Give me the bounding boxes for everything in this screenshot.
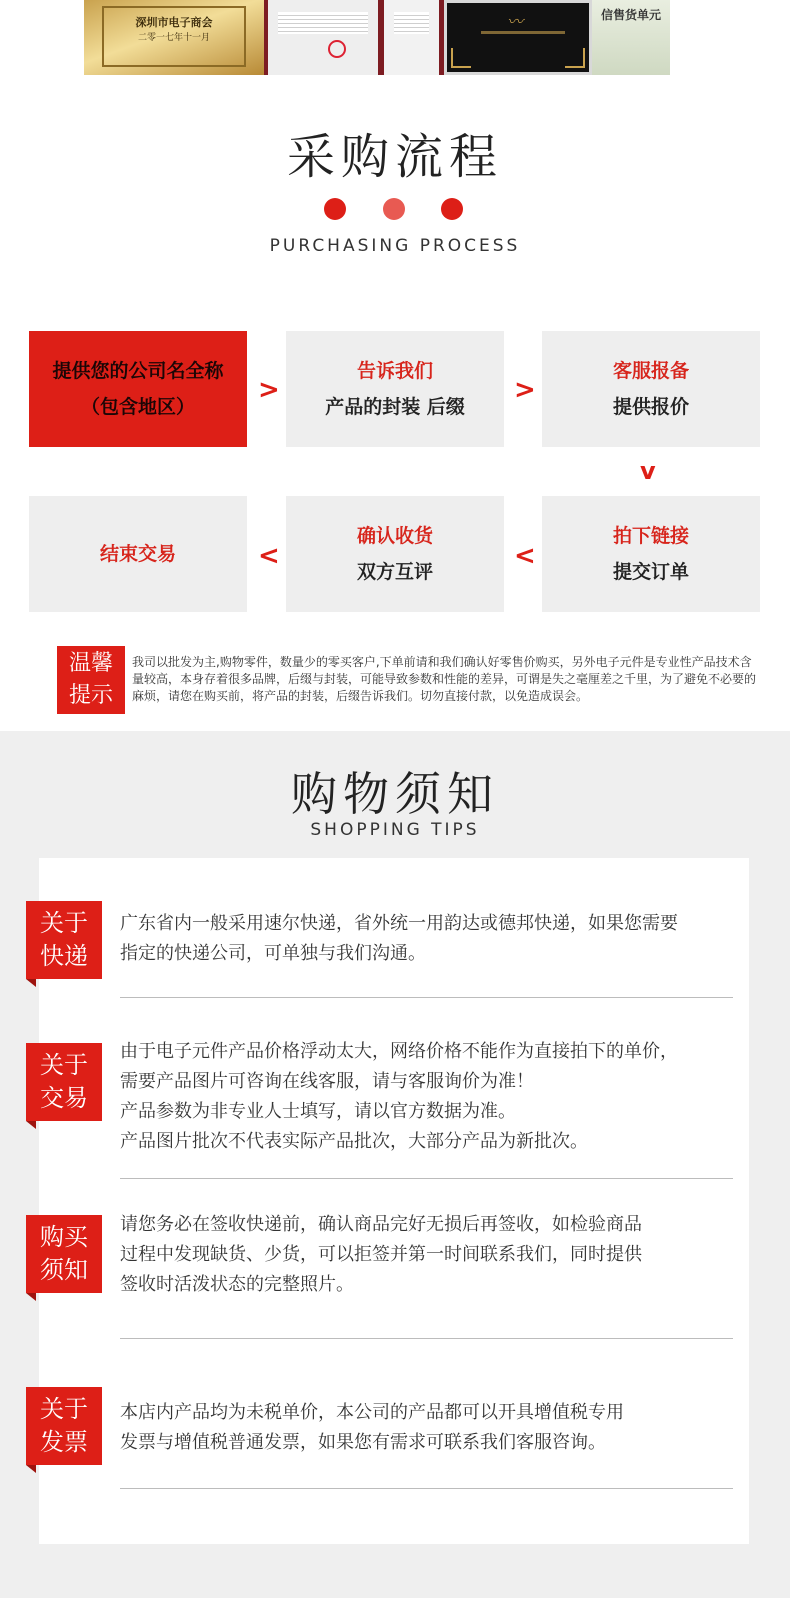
step-detail: 产品的封装 后缀 <box>325 396 465 418</box>
certificate-gold-title: 深圳市电子商会 <box>135 16 213 29</box>
certificate-white <box>268 0 384 75</box>
tip-text-purchase <box>120 1210 735 1300</box>
divider <box>120 1338 733 1339</box>
certificate-white-2 <box>384 0 444 75</box>
step-title: 拍下链接 <box>612 525 689 547</box>
tip-line: 指定的快递公司，可单独与我们沟通。 <box>120 943 426 964</box>
tip-tag-line: 发票 <box>40 1428 88 1456</box>
decor-dot <box>441 198 463 220</box>
process-step-5 <box>286 496 504 612</box>
tip-line: 由于电子元件产品价格浮动太大，网络价格不能作为直接拍下的单价， <box>120 1041 678 1062</box>
decor-dot <box>324 198 346 220</box>
tip-tag-express <box>26 901 102 979</box>
tip-line: 发票与增值税普通发票，如果您有需求可联系我们客服咨询。 <box>120 1432 606 1453</box>
arrow-left-icon: < <box>258 541 280 571</box>
tips-title: 购物须知 <box>291 767 499 821</box>
tip-line: 需要产品图片可咨询在线客服，请与客服询价为准！ <box>120 1071 534 1092</box>
step-title: 客服报备 <box>612 360 689 382</box>
notice-badge-line: 提示 <box>68 683 113 708</box>
arrow-right-icon: > <box>514 375 536 405</box>
tip-tag-invoice <box>26 1387 102 1465</box>
tip-tag-line: 购买 <box>40 1223 88 1251</box>
tip-text-express <box>120 909 735 969</box>
tip-tag-line: 关于 <box>40 1395 88 1423</box>
tip-tag-line: 关于 <box>40 909 88 937</box>
certificate-banner <box>84 0 670 75</box>
certificate-gold <box>84 0 268 75</box>
tip-line: 签收时活泼状态的完整照片。 <box>120 1274 354 1295</box>
divider <box>120 997 733 998</box>
tip-tag-purchase <box>26 1215 102 1293</box>
tip-tag-line: 须知 <box>40 1256 88 1284</box>
tip-tag-line: 关于 <box>40 1051 88 1079</box>
tip-tag-line: 快递 <box>40 942 88 970</box>
step-title: 告诉我们 <box>356 360 433 382</box>
tip-tag-trade <box>26 1043 102 1121</box>
process-step-2 <box>286 331 504 447</box>
step-detail: 提交订单 <box>612 561 689 583</box>
certificate-gold-date: 二零一七年十一月 <box>137 33 210 43</box>
tip-tag-line: 交易 <box>40 1084 88 1112</box>
step-title: 结束交易 <box>99 543 176 565</box>
step-detail: （包含地区） <box>80 396 195 418</box>
process-title: 采购流程 <box>286 129 503 185</box>
step-title: 提供您的公司名全称 <box>52 360 224 382</box>
divider <box>120 1178 733 1179</box>
tip-line: 广东省内一般采用速尔快递，省外统一用韵达或德邦快递，如果您需要 <box>120 913 678 934</box>
arrow-left-icon: < <box>514 541 536 571</box>
decor-dot <box>383 198 405 220</box>
notice-text: 我司以批发为主,购物零件，数量少的零买客户,下单前请和我们确认好零售价购买，另外电子元件是专业性产品技术含量较高，本身存着很多品牌，后缀与封装，可能导致参数和性能的差异，可谓是失之毫厘差之千里，为了避免不必要的麻烦，请您在购买前，将产品的封装，后缀告诉我们。切勿直接付款，以免造成误会。 <box>132 655 757 703</box>
process-subtitle: PURCHASING PROCESS <box>269 236 521 256</box>
step-detail: 双方互评 <box>356 561 433 583</box>
tips-subtitle: SHOPPING TIPS <box>310 820 480 840</box>
process-step-1 <box>29 331 247 447</box>
step-detail: 提供报价 <box>612 396 689 418</box>
signature-mark: 〰 <box>507 12 524 31</box>
tip-line: 产品参数为非专业人士填写，请以官方数据为准。 <box>120 1101 516 1122</box>
tip-line: 产品图片批次不代表实际产品批次，大部分产品为新批次。 <box>120 1131 588 1152</box>
arrow-down-icon: v <box>640 457 656 485</box>
certificate-black <box>444 0 592 75</box>
certificate-green-title: 信售货单元 <box>600 8 661 22</box>
step-title: 确认收货 <box>356 525 433 547</box>
process-step-6 <box>29 496 247 612</box>
notice-badge-line: 温馨 <box>68 651 113 676</box>
process-step-3 <box>542 331 760 447</box>
certificate-green <box>592 0 670 75</box>
tip-text-invoice <box>120 1398 735 1458</box>
tip-line: 本店内产品均为未税单价，本公司的产品都可以开具增值税专用 <box>120 1402 624 1423</box>
arrow-right-icon: > <box>258 375 280 405</box>
tip-line: 请您务必在签收快递前，确认商品完好无损后再签收，如检验商品 <box>120 1214 642 1235</box>
tip-text-trade <box>120 1037 735 1157</box>
tip-line: 过程中发现缺货、少货，可以拒签并第一时间联系我们，同时提供 <box>120 1244 642 1265</box>
process-step-4 <box>542 496 760 612</box>
divider <box>120 1488 733 1489</box>
notice-badge <box>57 646 125 714</box>
